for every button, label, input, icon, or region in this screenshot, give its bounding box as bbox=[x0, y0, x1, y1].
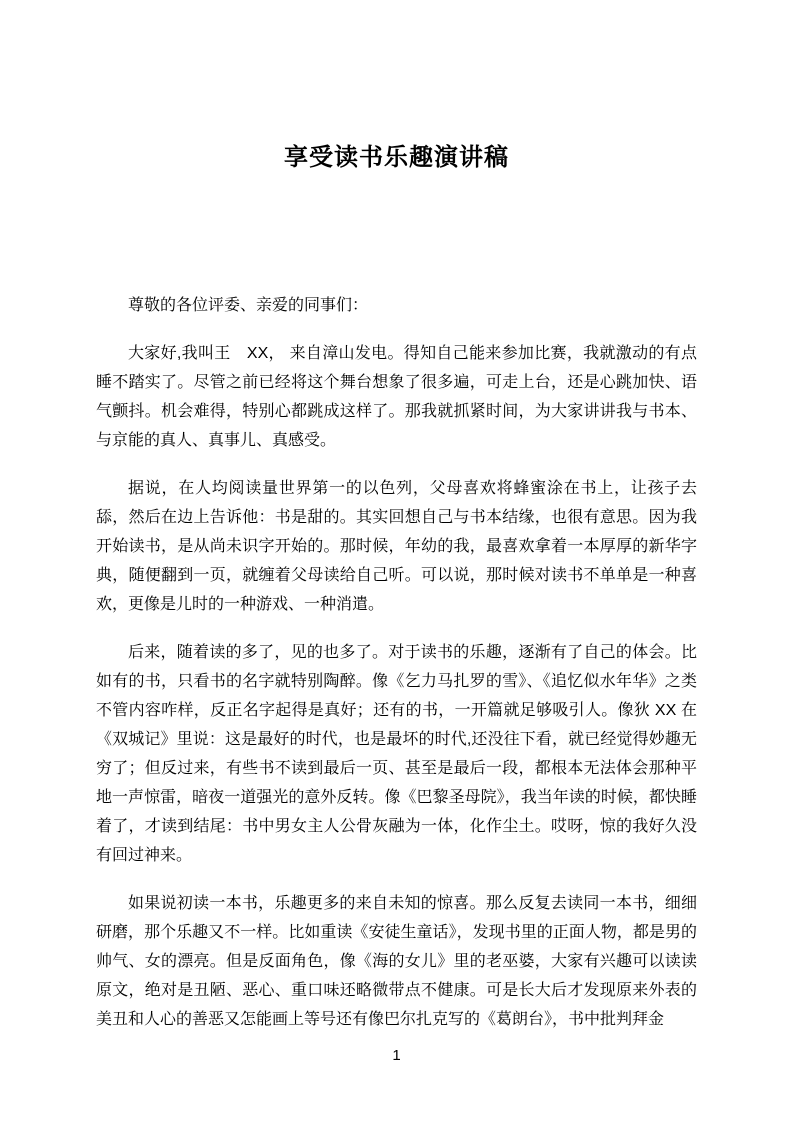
body-paragraph-1: 大家好,我叫王 XX， 来自漳山发电。得知自己能来参加比赛，我就激动的有点睡不踏实了。尽管之前已经将这个舞台想象了很多遍，可走上台，还是心跳加快、语气颤抖。机会难得，特别心都跳成这样了。那我就抓紧时间，为大家讲讲我与书本、与京能的真人、真事儿、真感受。 bbox=[96, 345, 697, 449]
salutation-paragraph: 尊敬的各位评委、亲爱的同事们： bbox=[128, 297, 369, 314]
body-paragraph-3: 后来，随着读的多了，见的也多了。对于读书的乐趣，逐渐有了自己的体会。比如有的书，只看书的名字就特别陶醉。像《乞力马扎罗的雪》、《追忆似水年华》之类不管内容咋样，反正名字起得是真好；还有的书，一开篇就足够吸引人。像狄 XX 在《双城记》里说：这是最好的时代，也是最坏的时代,还没往下看，就已经觉得妙趣无穷了；但反过来，有些书不读到最后一页、甚至是最后一段，都根本无法体会那种平地一声惊雷，暗夜一道强光的意外反转。像《巴黎圣母院》，我当年读的时候，都快睡着了，才读到结尾：书中男女主人公骨灰融为一体，化作尘土。哎呀，惊的我好久没有回过神来。 bbox=[96, 644, 697, 864]
body-paragraph-2: 据说，在人均阅读量世界第一的以色列，父母喜欢将蜂蜜涂在书上，让孩子去舔，然后在边上告诉他：书是甜的。其实回想自己与书本结缘，也很有意思。因为我开始读书，是从尚未识字开始的。那时候，年幼的我，最喜欢拿着一本厚厚的新华字典，随便翻到一页，就缠着父母读给自己听。可以说，那时候对读书不单单是一种喜欢，更像是儿时的一种游戏、一种消遣。 bbox=[96, 480, 697, 613]
document-content bbox=[96, 0, 697, 1053]
page-number-footer: 1 bbox=[392, 1047, 401, 1064]
document-title: 享受读书乐趣演讲稿 bbox=[284, 144, 509, 171]
body-paragraph-4: 如果说初读一本书，乐趣更多的来自未知的惊喜。那么反复去读同一本书，细细研磨，那个乐趣又不一样。比如重读《安徒生童话》，发现书里的正面人物，都是男的帅气、女的漂亮。但是反面角色，像《海的女儿》里的老巫婆，大家有兴趣可以读读原文，绝对是丑陋、恶心、重口味还略微带点不健康。可是长大后才发现原来外表的美丑和人心的善恶又怎能画上等号还有像巴尔扎克写的《葛朗台》，书中批判拜金 bbox=[96, 895, 697, 1028]
